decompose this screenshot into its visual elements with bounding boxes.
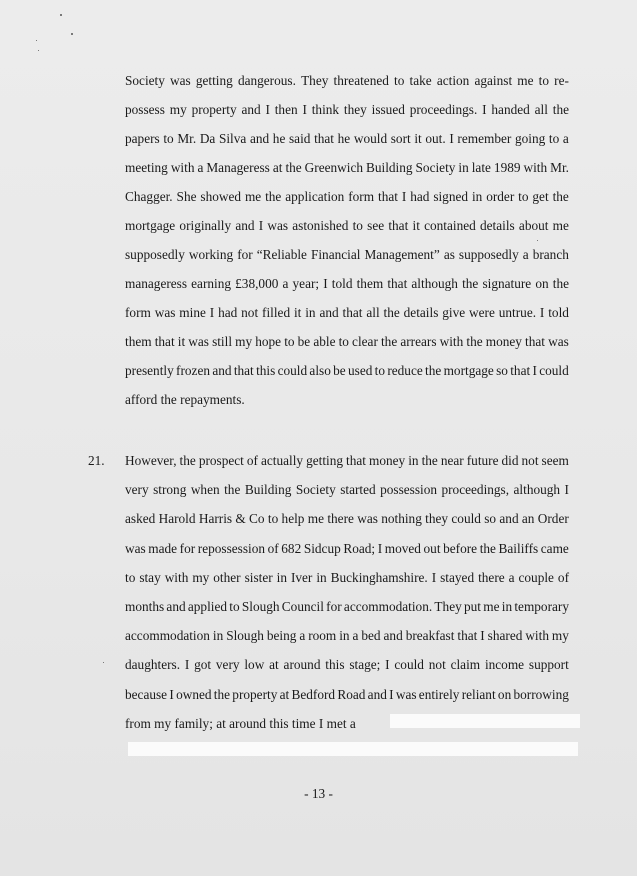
text-line: However, the prospect of actually getting that money in the near future did not seem	[125, 453, 569, 468]
scan-speck	[71, 33, 73, 35]
text-line: daughters. I got very low at around this stage; I could not claim income support	[125, 657, 569, 673]
text-line: presently frozen and that this could also be used to reduce the mortgage so that I could	[125, 363, 569, 378]
text-line: meeting with a Manageress at the Greenwich Building Society in late 1989 with Mr.	[125, 160, 569, 175]
text-line: from my family; at around this time I met a	[125, 715, 356, 731]
text-line: very strong when the Building Society started possession proceedings, although I	[125, 482, 569, 498]
text-line: Chagger. She showed me the application form that I had signed in order to get the	[125, 189, 569, 204]
text-line: mortgage originally and I was astonished to see that it contained details about me	[125, 218, 569, 233]
text-line: Society was getting dangerous. They threatened to take action against me to re-	[125, 73, 569, 88]
text-line: possess my property and I then I think they issued proceedings. I handed all the	[125, 102, 569, 117]
scan-speck	[38, 50, 39, 51]
text-line: afford the repayments.	[125, 392, 245, 407]
page-number: - 13 -	[304, 786, 333, 801]
text-line: accommodation in Slough being a room in a bed and breakfast that I shared with my	[125, 628, 569, 644]
text-line: asked Harold Harris & Co to help me there was nothing they could so and an Order	[125, 511, 569, 527]
text-line: manageress earning £38,000 a year; I told them that although the signature on the	[125, 276, 569, 291]
text-line: papers to Mr. Da Silva and he said that he would sort it out. I remember going to a	[125, 131, 569, 146]
scan-speck	[103, 662, 104, 663]
paragraph-number: 21.	[88, 453, 105, 468]
text-line: supposedly working for “Reliable Financial Management” as supposedly a branch	[125, 247, 569, 262]
scan-speck	[36, 40, 37, 41]
text-line: was made for repossession of 682 Sidcup Road; I moved out before the Bailiffs came	[125, 540, 569, 556]
redaction-box	[390, 714, 580, 728]
text-line: form was mine I had not filled it in and that all the details give were untrue. I told	[125, 305, 569, 320]
redaction-box	[128, 742, 578, 756]
scan-speck	[537, 240, 538, 241]
text-line: because I owned the property at Bedford Road and I was entirely reliant on borrowing	[125, 686, 569, 702]
text-line: months and applied to Slough Council for accommodation. They put me in temporary	[125, 599, 569, 614]
text-line: them that it was still my hope to be able to clear the arrears with the money that was	[125, 334, 569, 349]
text-line: to stay with my other sister in Iver in Buckinghamshire. I stayed there a couple of	[125, 569, 569, 585]
scan-speck	[60, 14, 62, 16]
